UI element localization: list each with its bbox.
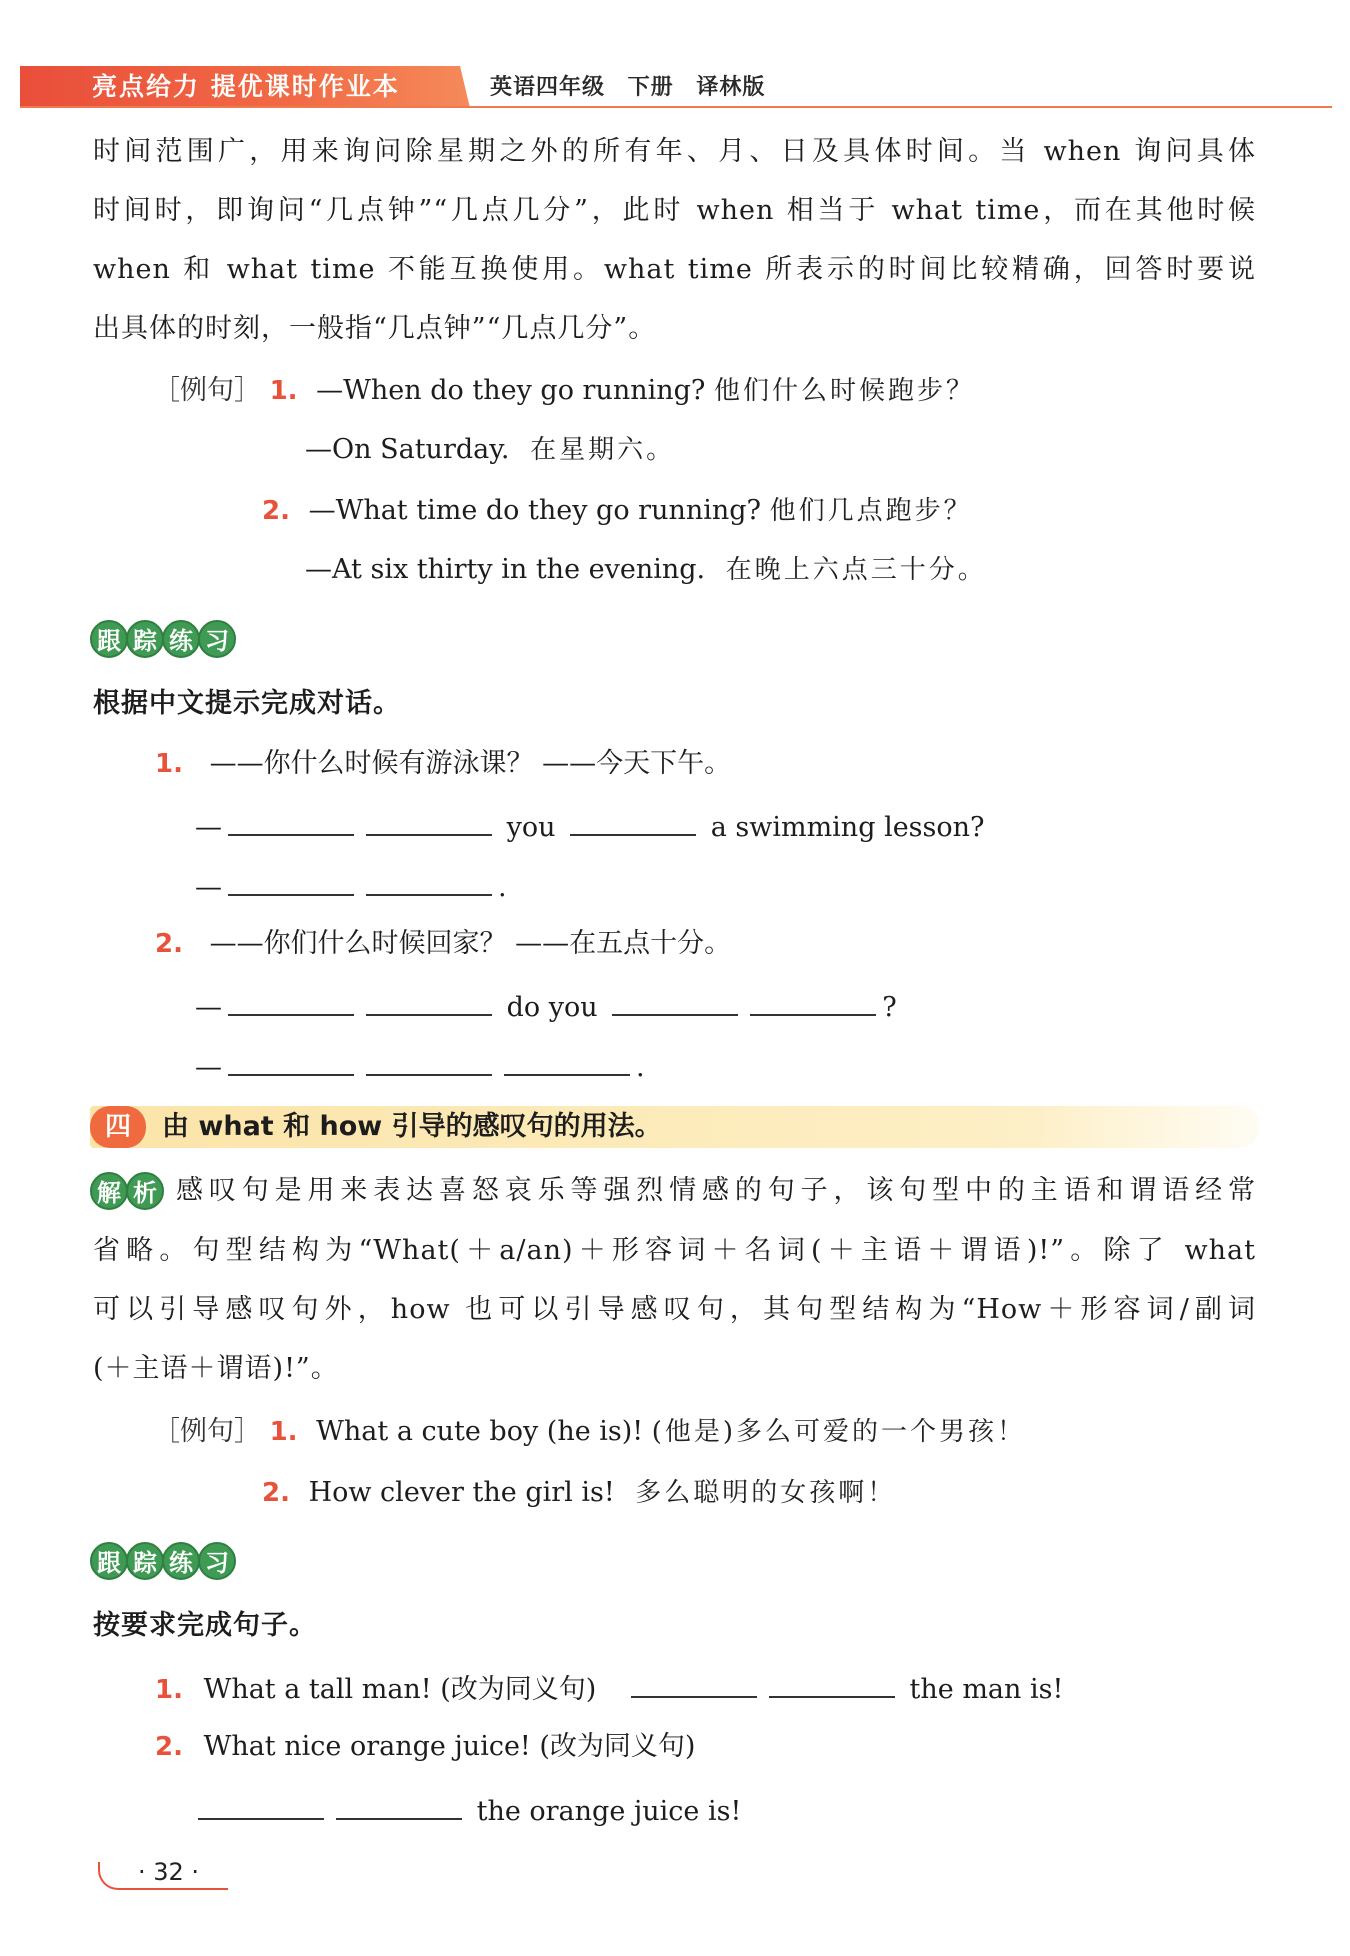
badge-char: 踪 xyxy=(126,1542,164,1580)
analysis-line-3: 可以引导感叹句外，how 也可以引导感叹句，其句型结构为“How＋形容词/副词 xyxy=(93,1294,1256,1325)
answer-blank[interactable] xyxy=(198,1790,324,1820)
given-word: you xyxy=(506,812,556,843)
example-2-answer xyxy=(305,552,987,588)
practice-badge xyxy=(90,620,234,658)
example-sentence-cn: (他是)多么可爱的一个男孩！ xyxy=(651,1417,1027,1447)
badge-char: 习 xyxy=(198,620,236,658)
practice2-2-answer xyxy=(192,1790,741,1830)
example-question: —When do they go running? xyxy=(316,375,706,406)
given-word: do you xyxy=(506,992,598,1023)
example-question-cn: 他们几点跑步？ xyxy=(769,496,973,526)
example-sentence-cn: 多么聪明的女孩啊！ xyxy=(635,1478,897,1508)
given-text: a swimming lesson? xyxy=(710,812,985,843)
intro-line-2: 时间时，即询问“几点钟”“几点几分”，此时 when 相当于 what time，而在其他时候 xyxy=(93,195,1256,226)
example-label: ［例句］ xyxy=(153,1416,261,1447)
badge-char: 习 xyxy=(198,1542,236,1580)
page-footer xyxy=(98,1858,228,1898)
answer-blank[interactable] xyxy=(750,986,876,1016)
example-label: ［例句］ xyxy=(153,375,261,406)
section-number: 四 xyxy=(90,1106,146,1148)
answer-blank[interactable] xyxy=(228,806,354,836)
answer-blank[interactable] xyxy=(769,1668,895,1698)
dash: — xyxy=(195,872,222,903)
punctuation: . xyxy=(636,1052,645,1083)
analysis-line-4: (＋主语＋谓语)!”。 xyxy=(93,1353,339,1384)
answer-blank[interactable] xyxy=(228,866,354,896)
answer-blank[interactable] xyxy=(612,986,738,1016)
intro-line-4: 出具体的时刻，一般指“几点钟”“几点几分”。 xyxy=(93,313,657,344)
badge-char: 跟 xyxy=(90,620,128,658)
practice-1-line-1 xyxy=(195,806,985,846)
badge-char: 解 xyxy=(90,1172,128,1210)
answer-blank[interactable] xyxy=(336,1790,462,1820)
punctuation: ? xyxy=(882,992,897,1023)
intro-line-1: 时间范围广，用来询问除星期之外的所有年、月、日及具体时间。当 when 询问具体 xyxy=(93,136,1256,167)
badge-char: 跟 xyxy=(90,1542,128,1580)
badge-char: 析 xyxy=(126,1172,164,1210)
item-prompt: ——你们什么时候回家？ ——在五点十分。 xyxy=(209,928,732,959)
example-number: 2. xyxy=(262,1478,290,1508)
dash: — xyxy=(195,992,222,1023)
practice2-1-row xyxy=(155,1668,1063,1708)
item-number: 2. xyxy=(155,929,183,959)
example-sentence: What a cute boy (he is)! xyxy=(316,1416,644,1447)
example-1-row xyxy=(153,373,975,409)
item-requirement: (改为同义句) xyxy=(440,1674,597,1705)
answer-blank[interactable] xyxy=(366,986,492,1016)
example-question-cn: 他们什么时候跑步？ xyxy=(714,376,976,406)
example-number: 1. xyxy=(269,376,298,406)
footer-decoration xyxy=(98,1862,134,1890)
practice-1-prompt xyxy=(155,746,731,782)
example-2-row xyxy=(262,493,973,529)
punctuation: . xyxy=(498,872,507,903)
item-number: 2. xyxy=(155,1732,183,1762)
answer-blank[interactable] xyxy=(366,1046,492,1076)
analysis-line-2: 省略。句型结构为“What(＋a/an)＋形容词＋名词(＋主语＋谓语)!”。除了 what xyxy=(93,1235,1256,1266)
practice-2-prompt xyxy=(155,926,731,962)
item-requirement: (改为同义句) xyxy=(539,1731,696,1762)
practice-1-line-2 xyxy=(195,866,507,906)
book-info: 英语四年级 下册 译林版 xyxy=(490,75,766,100)
example-number: 1. xyxy=(269,1417,298,1447)
item-number: 1. xyxy=(155,749,183,779)
example-1-answer xyxy=(305,432,675,468)
header-rule xyxy=(20,106,1332,108)
dash: — xyxy=(195,1052,222,1083)
example-sentence: How clever the girl is! xyxy=(308,1477,615,1508)
answer-blank[interactable] xyxy=(631,1668,757,1698)
example-answer: —On Saturday. xyxy=(305,434,510,465)
example2-1-row xyxy=(153,1414,1026,1450)
section-title: 由 what 和 how 引导的感叹句的用法。 xyxy=(162,1111,662,1142)
analysis-badge xyxy=(90,1172,162,1210)
answer-blank[interactable] xyxy=(228,1046,354,1076)
item-sentence: What a tall man! xyxy=(203,1674,432,1705)
given-text: the orange juice is! xyxy=(476,1796,742,1827)
practice-instruction: 根据中文提示完成对话。 xyxy=(93,688,401,719)
series-title: 亮点给力 提优课时作业本 xyxy=(92,72,400,101)
example-answer-cn: 在晚上六点三十分。 xyxy=(725,555,987,585)
item-sentence: What nice orange juice! xyxy=(203,1731,531,1762)
intro-line-3: when 和 what time 不能互换使用。what time 所表示的时间比较精确，回答时要说 xyxy=(93,254,1256,285)
badge-char: 练 xyxy=(162,620,200,658)
answer-blank[interactable] xyxy=(570,806,696,836)
analysis-line-1: 感叹句是用来表达喜怒哀乐等强烈情感的句子，该句型中的主语和谓语经常 xyxy=(176,1175,1256,1206)
given-text: the man is! xyxy=(909,1674,1064,1705)
practice2-2-row xyxy=(155,1729,695,1765)
dash: — xyxy=(195,812,222,843)
example2-2-row xyxy=(262,1475,896,1511)
example-answer: —At six thirty in the evening. xyxy=(305,554,706,585)
practice-2-line-1 xyxy=(195,986,897,1026)
practice-2-line-2 xyxy=(195,1046,645,1086)
example-answer-cn: 在星期六。 xyxy=(530,435,676,465)
example-question: —What time do they go running? xyxy=(308,495,762,526)
answer-blank[interactable] xyxy=(228,986,354,1016)
answer-blank[interactable] xyxy=(366,866,492,896)
badge-char: 踪 xyxy=(126,620,164,658)
example-number: 2. xyxy=(262,496,290,526)
item-number: 1. xyxy=(155,1675,183,1705)
footer-rule xyxy=(128,1888,228,1890)
section-heading xyxy=(90,1106,1260,1148)
page-number: · 32 · xyxy=(138,1858,200,1886)
answer-blank[interactable] xyxy=(504,1046,630,1076)
answer-blank[interactable] xyxy=(366,806,492,836)
practice-instruction: 按要求完成句子。 xyxy=(93,1610,317,1641)
practice-badge xyxy=(90,1542,234,1580)
item-prompt: ——你什么时候有游泳课？ ——今天下午。 xyxy=(209,748,732,779)
page-header xyxy=(20,66,1332,108)
badge-char: 练 xyxy=(162,1542,200,1580)
